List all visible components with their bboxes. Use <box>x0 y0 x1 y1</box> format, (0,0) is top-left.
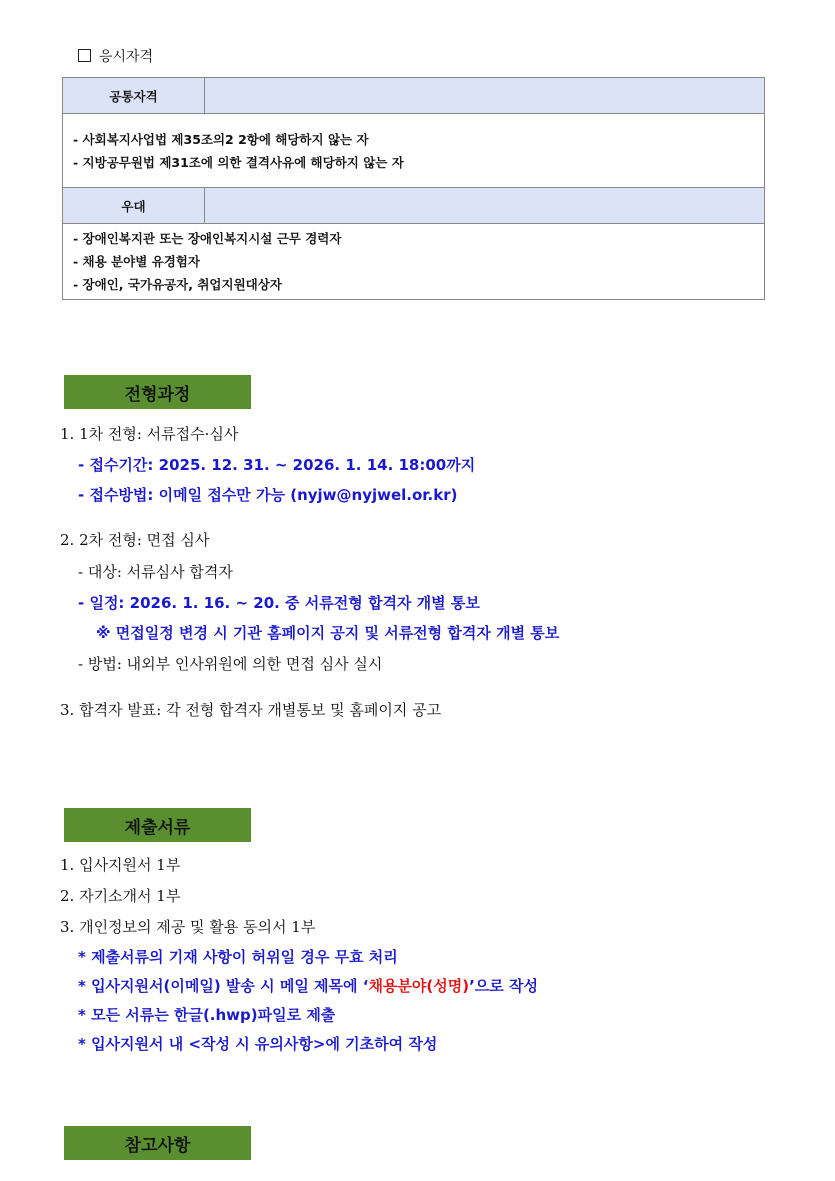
qualification-heading <box>78 46 153 66</box>
common-qualification-label: 공통자격 <box>63 78 205 113</box>
preference-body <box>63 224 764 299</box>
document-item: 2. 자기소개서 1부 <box>60 887 181 905</box>
document-item: 1. 입사지원서 1부 <box>60 856 181 874</box>
process-step2-target: - 대상: 서류심사 합격자 <box>78 563 233 581</box>
qualification-table <box>62 77 765 300</box>
reference-section-header: 참고사항 <box>64 1126 251 1160</box>
preference-item: - 장애인복지관 또는 장애인복지시설 근무 경력자 <box>73 231 342 246</box>
preference-item: - 채용 분야별 유경험자 <box>73 254 200 269</box>
qualification-heading-text: 응시자격 <box>99 49 154 65</box>
document-note: * 모든 서류는 한글(.hwp)파일로 제출 <box>78 1006 336 1024</box>
note-text: ’으로 작성 <box>469 977 538 995</box>
process-section-header: 전형과정 <box>64 375 251 409</box>
preference-label: 우대 <box>63 188 205 223</box>
document-note-email-subject <box>78 976 538 996</box>
process-step3: 3. 합격자 발표: 각 전형 합격자 개별통보 및 홈페이지 공고 <box>60 701 442 719</box>
process-step2-method: - 방법: 내외부 인사위원에 의한 면접 심사 실시 <box>78 655 383 673</box>
header-empty-cell <box>205 188 764 223</box>
common-qualification-header <box>63 78 764 114</box>
preference-header <box>63 188 764 224</box>
preference-item: - 장애인, 국가유공자, 취업지원대상자 <box>73 277 282 292</box>
document-item: 3. 개인정보의 제공 및 활용 동의서 1부 <box>60 918 316 936</box>
document-note: * 입사지원서 내 <작성 시 유의사항>에 기초하여 작성 <box>78 1035 438 1053</box>
checkbox-icon <box>78 49 91 62</box>
document-note: * 제출서류의 기재 사항이 허위일 경우 무효 처리 <box>78 948 398 966</box>
process-step2: 2. 2차 전형: 면접 심사 <box>60 531 210 549</box>
common-qualification-body <box>63 114 764 188</box>
header-empty-cell <box>205 78 764 113</box>
note-text: * 입사지원서(이메일) 발송 시 메일 제목에 ‘ <box>78 977 369 995</box>
common-qualification-item: - 사회복지사업법 제35조의2 2항에 해당하지 않는 자 <box>73 132 369 147</box>
process-step2-note: ※ 면접일정 변경 시 기관 홈페이지 공지 및 서류전형 합격자 개별 통보 <box>96 624 560 642</box>
common-qualification-item: - 지방공무원법 제31조에 의한 결격사유에 해당하지 않는 자 <box>73 155 404 170</box>
process-step2-schedule: - 일정: 2026. 1. 16. ~ 20. 중 서류전형 합격자 개별 통보 <box>78 594 480 612</box>
process-step1: 1. 1차 전형: 서류접수·심사 <box>60 425 239 443</box>
process-step1-period: - 접수기간: 2025. 12. 31. ~ 2026. 1. 14. 18:00까지 <box>78 456 476 474</box>
process-step1-method: - 접수방법: 이메일 접수만 가능 (nyjw@nyjwel.or.kr) <box>78 486 458 504</box>
documents-section-header: 제출서류 <box>64 808 251 842</box>
note-highlight: 채용분야(성명) <box>368 977 470 995</box>
